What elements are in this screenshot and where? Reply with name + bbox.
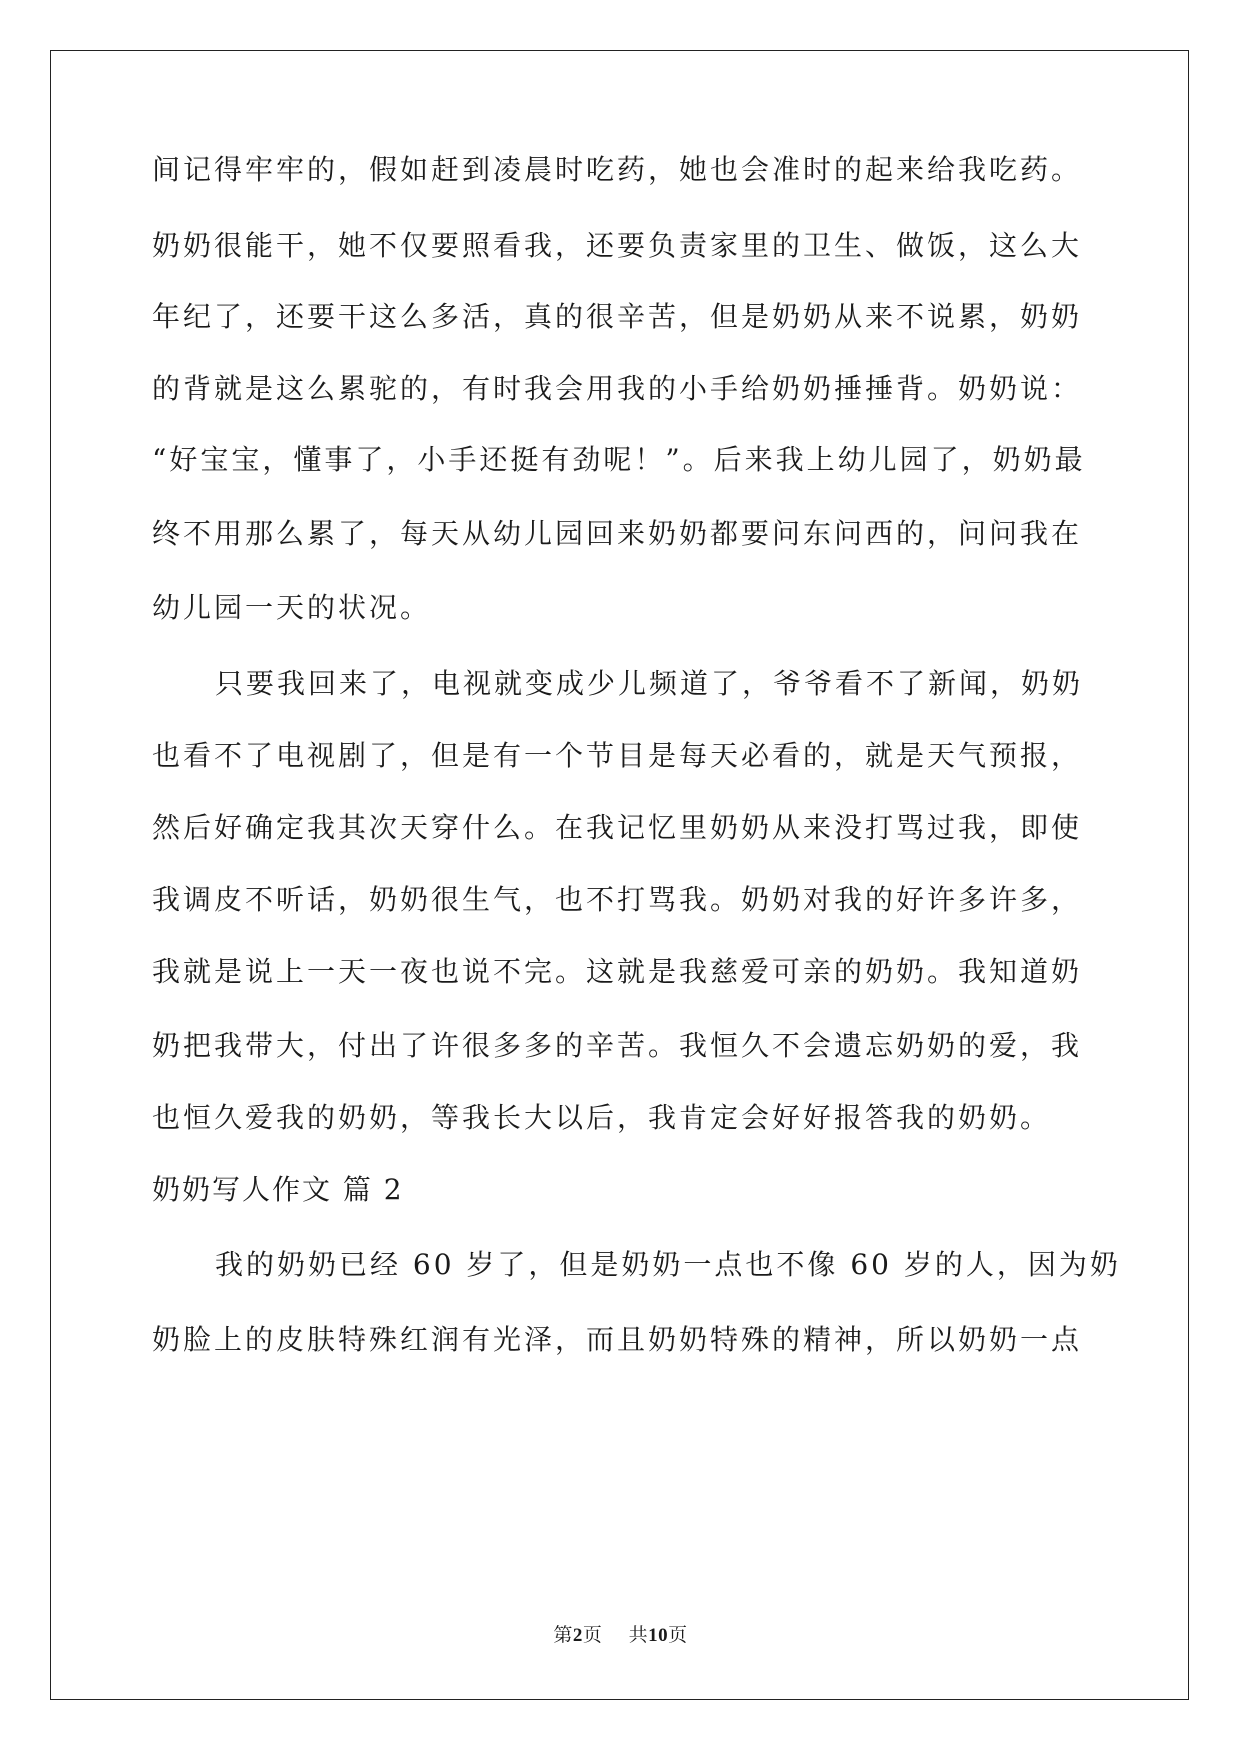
paragraph-line: 奶奶很能干，她不仅要照看我，还要负责家里的卫生、做饭，这么大 bbox=[152, 229, 1083, 262]
paragraph-line: 的背就是这么累驼的，有时我会用我的小手给奶奶捶捶背。奶奶说： bbox=[152, 372, 1083, 405]
paragraph-line: 也看不了电视剧了，但是有一个节目是每天必看的，就是天气预报， bbox=[152, 739, 1083, 772]
paragraph-line: “好宝宝，懂事了，小手还挺有劲呢！”。后来我上幼儿园了，奶奶最 bbox=[152, 443, 1086, 476]
current-page-number: 2 bbox=[572, 1625, 583, 1646]
paragraph-line: 我调皮不听话，奶奶很生气，也不打骂我。奶奶对我的好许多许多， bbox=[152, 883, 1083, 916]
page-footer bbox=[0, 1623, 1241, 1648]
footer-prefix: 第 bbox=[553, 1624, 573, 1646]
paragraph-line: 终不用那么累了，每天从幼儿园回来奶奶都要问东问西的，问问我在 bbox=[152, 517, 1083, 550]
paragraph-line: 只要我回来了，电视就变成少儿频道了，爷爷看不了新闻，奶奶 bbox=[215, 667, 1084, 700]
paragraph-line: 奶把我带大，付出了许很多多的辛苦。我恒久不会遗忘奶奶的爱，我 bbox=[152, 1029, 1083, 1062]
paragraph-line: 幼儿园一天的状况。 bbox=[152, 591, 432, 624]
paragraph-line: 我就是说上一天一夜也说不完。这就是我慈爱可亲的奶奶。我知道奶 bbox=[152, 955, 1083, 988]
footer-suffix: 页 bbox=[668, 1624, 688, 1646]
paragraph-line: 奶脸上的皮肤特殊红润有光泽，而且奶奶特殊的精神，所以奶奶一点 bbox=[152, 1323, 1083, 1356]
paragraph-line: 然后好确定我其次天穿什么。在我记忆里奶奶从来没打骂过我，即使 bbox=[152, 811, 1083, 844]
paragraph-line: 年纪了，还要干这么多活，真的很辛苦，但是奶奶从来不说累，奶奶 bbox=[152, 300, 1083, 333]
paragraph-line: 间记得牢牢的，假如赶到凌晨时吃药，她也会准时的起来给我吃药。 bbox=[152, 153, 1083, 186]
total-page-count: 10 bbox=[648, 1625, 669, 1646]
footer-mid: 页 共 bbox=[582, 1624, 649, 1646]
paragraph-line: 也恒久爱我的奶奶，等我长大以后，我肯定会好好报答我的奶奶。 bbox=[152, 1101, 1052, 1134]
paragraph-line: 我的奶奶已经 60 岁了，但是奶奶一点也不像 60 岁的人，因为奶 bbox=[215, 1248, 1121, 1281]
section-heading: 奶奶写人作文 篇 2 bbox=[152, 1173, 404, 1206]
